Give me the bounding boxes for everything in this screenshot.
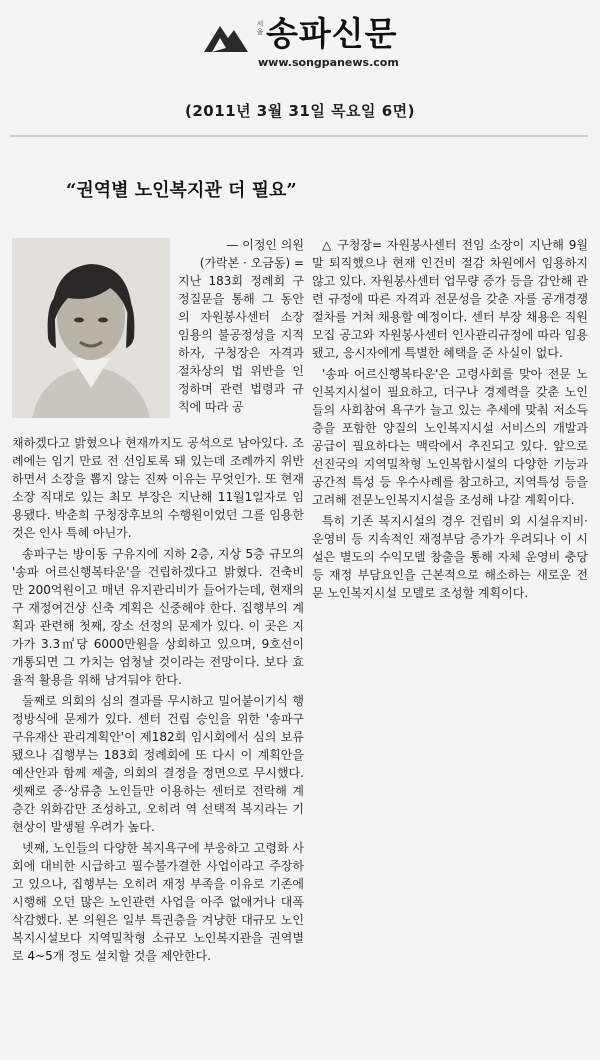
dateline: (2011년 3월 31일 목요일 6면) (184, 102, 416, 120)
paragraph: 둘째로 의회의 심의 결과를 무시하고 밀어붙이기식 행정방식에 문제가 있다. 센터 건립 승인을 위한 '송파구 구유재산 관리계획안'이 제182회 임시회에서 심의 보류됐으나 집행부는 183회 정례회에 또 다시 이 계획안을 예산안과 함께 제출, 의회의 결정을 정면으로 무시했다. 셋째로 중·상류층 노인들만 이용하는 센터로 전락해 계층간 위화감만 조성하고, 오히려 역 선택적 복지라는 기현상이 발생될 우려가 높다. (12, 694, 304, 834)
article-byline (178, 236, 304, 272)
masthead-url: www.songpanews.com (258, 56, 399, 69)
paragraph: 채하겠다고 밝혔으나 현재까지도 공석으로 남아있다. 조례에는 임기 만료 전 선임토록 돼 있는데 조례까지 위반하면서 소장을 뽑지 않는 진짜 이유는 무엇인가. 또 현재 소장 직대로 있는 최모 부장은 지난해 11월1일자로 임용됐다. 박춘희 구청장후보의 수행원이었던 그를 임용한 것은 인사 특혜 아닌가. (12, 436, 304, 540)
byline-name: — 이정인 의원 (226, 238, 304, 252)
byline-district: (가락본 · 오금동) = (199, 256, 304, 270)
article-right-column (312, 236, 588, 605)
masthead-small-mark: 서울 (256, 20, 264, 36)
article-lead: 지난 183회 정례회 구정질문을 통해 그 동안의 자원봉사센터 소장 임용의 불공정성을 지적하자, 구청장은 자격과 절차상의 법 위반을 인정하며 관련 법령과 규칙에 따라 공 (178, 274, 304, 414)
masthead (200, 12, 440, 72)
paragraph: 특히 기존 복지시설의 경우 건립비 외 시설유지비·운영비 등 지속적인 재정부담 증가가 우려되나 이 시설은 별도의 수익모델 창출을 통해 자체 운영비 충당 등 재정 부담요인을 근본적으로 해소하는 새로운 전문 노인복지시설 모델로 조성할 계획이다. (312, 514, 588, 600)
article-headline: “권역별 노인복지관 더 필요” (66, 180, 297, 201)
article-left-column (12, 434, 304, 968)
paragraph: 송파구는 방이동 구유지에 지하 2층, 지상 5층 규모의 '송파 어르신행복타운'을 건립하겠다고 밝혔다. 건축비만 200억원이고 매년 유지관리비가 들어가는데, 현재의 구 재정여건상 신축 계획은 신중해야 한다. 집행부의 계획과 관련해 첫째, 장소 선정의 문제가 있다. 이 곳은 지가가 3.3㎡당 6000만원을 상회하고 있으며, 9호선이 개통되면 그 가치는 엄청날 것이라는 전망이다. 보다 효율적 활용을 위해 남겨둬야 한다. (12, 547, 304, 687)
councilor-portrait-image (12, 238, 170, 418)
paragraph: 넷째, 노인들의 다양한 복지욕구에 부응하고 고령화 사회에 대비한 시급하고 필수불가결한 사업이라고 주장하고 있으나, 집행부는 오히려 재정 부족을 이유로 기존에 시행해 오던 많은 노인관련 사업을 아주 없애거나 대폭 삭감했다. 본 의원은 일부 특권층을 겨냥한 대규모 노인복지시설보다 지역밀착형 소규모 노인복지관을 권역별로 4~5개 정도 설치할 것을 제안한다. (12, 841, 304, 963)
page-divider (10, 135, 588, 137)
mountain-logo-icon (202, 18, 250, 56)
masthead-title: 송파신문 (266, 14, 398, 53)
paragraph: '송파 어르신행복타운'은 고령사회를 맞아 전문 노인복지시설이 필요하고, 더구나 경제력을 갖춘 노인들의 사회참여 욕구가 늘고 있는 추세에 맞춰 저소득층을 포함한 양질의 노인복지시설 서비스의 개발과 공급이 필요하다는 맥락에서 추진되고 있다. 앞으로 선진국의 지역밀착형 노인복합시설의 다양한 기능과 공간적 특성 등 우수사례를 참고하고, 지역특성 등을 고려해 전문노인복지시설을 조성해 나갈 계획이다. (312, 367, 588, 507)
paragraph: △ 구청장= 자원봉사센터 전임 소장이 지난해 9월말 퇴직했으나 현재 인건비 절감 차원에서 임용하지 않고 있다. 자원봉사센터 업무량 증가 등을 감안해 관련 규정에 따른 자격과 전문성을 갖춘 자를 공개경쟁 절차를 거쳐 채용할 예정이다. 센터 부장 채용은 직원 모집 공고와 자원봉사센터 인사관리규정에 따라 임용됐고, 응시자에게 특별한 혜택을 준 사실이 없다. (312, 238, 588, 360)
